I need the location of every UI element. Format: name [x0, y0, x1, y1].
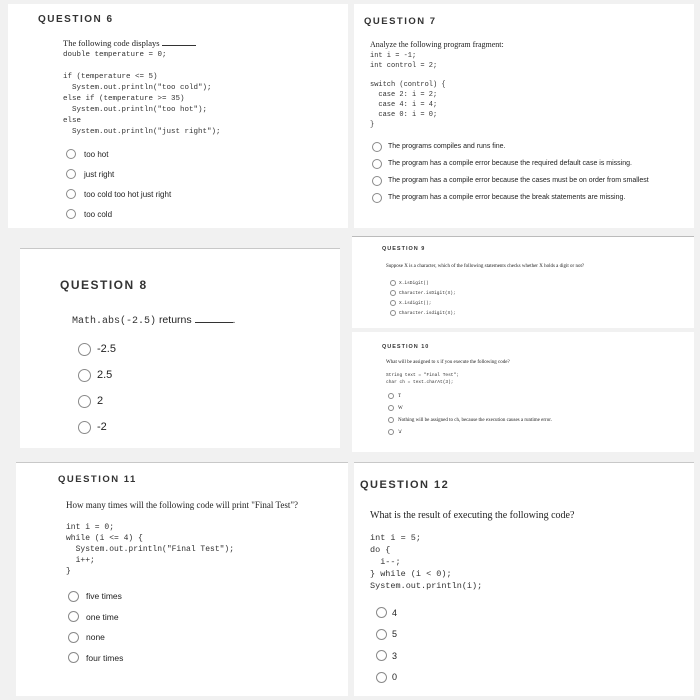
option-label: 4 — [392, 607, 398, 618]
question-8-prompt — [72, 314, 235, 327]
option-label: The program has a compile error because the break statements are missing. — [388, 194, 626, 201]
option-label: The program has a compile error because the required default case is missing. — [388, 160, 632, 167]
radio-button[interactable] — [390, 290, 396, 296]
radio-button[interactable] — [66, 169, 76, 179]
divider — [354, 462, 694, 463]
option-label: 0 — [392, 672, 398, 683]
radio-button[interactable] — [388, 393, 394, 399]
question-9-prompt: Suppose X is a character, which of the following statements checks whether X holds a digit or not? — [386, 264, 585, 269]
radio-button[interactable] — [372, 193, 382, 203]
option-label: Nothing will be assigned to ch, because the execution causes a runtime error. — [398, 417, 552, 423]
question-12-title: QUESTION 12 — [360, 479, 450, 491]
question-6-options — [66, 144, 171, 224]
question-7-title: QUESTION 7 — [364, 16, 437, 27]
option-label: 2 — [97, 395, 104, 407]
radio-button[interactable] — [376, 650, 387, 661]
answer-blank — [162, 45, 196, 46]
question-10-panel — [352, 332, 694, 452]
option-too-cold[interactable] — [66, 204, 171, 224]
question-6-prompt — [63, 38, 196, 48]
radio-button[interactable] — [390, 310, 396, 316]
question-9-options — [390, 278, 456, 318]
question-8-title: QUESTION 8 — [60, 278, 148, 292]
option-label: X.isDigit() — [399, 280, 429, 286]
question-7-code: int i = -1; int control = 2; switch (control) { case 2: i = 2; case 4: i = 4; case 0: i = 0; } — [370, 52, 446, 129]
radio-button[interactable] — [388, 417, 394, 423]
option-a-char[interactable] — [388, 426, 552, 438]
option-label: too cold — [84, 209, 113, 219]
radio-button[interactable] — [372, 159, 382, 169]
radio-button[interactable] — [376, 672, 387, 683]
radio-button[interactable] — [78, 395, 91, 408]
period-mark: . — [232, 314, 236, 326]
option-label: The programs compiles and runs fine. — [388, 143, 506, 150]
question-8-prompt-text: returns — [158, 314, 192, 326]
radio-button[interactable] — [78, 369, 91, 382]
question-11-code: int i = 0; while (i <= 4) { System.out.println("Final Test"); i++; } — [66, 523, 235, 576]
question-11-panel — [16, 462, 348, 696]
option-break-missing[interactable] — [372, 189, 694, 206]
question-8-prompt-code: Math.abs(-2.5) — [72, 316, 157, 327]
radio-button[interactable] — [372, 176, 382, 186]
question-8-options — [78, 336, 116, 440]
option-character-isdigit[interactable] — [390, 288, 456, 298]
option-label: Character.isdigit(X); — [399, 310, 456, 316]
question-6-code: double temperature = 0; if (temperature <= 5) System.out.println("too cold"); else if (temperature >= 35) System.out.println("too hot"); else System.out.println("just right"); — [63, 51, 221, 136]
option-neg-2-5[interactable] — [78, 336, 116, 362]
option-label: one time — [86, 611, 119, 622]
radio-button[interactable] — [376, 629, 387, 640]
option-neg-2[interactable] — [78, 414, 116, 440]
divider — [20, 248, 340, 249]
option-label: The program has a compile error because the cases must be on order from smallest — [388, 177, 649, 184]
option-just-right[interactable] — [66, 164, 171, 184]
divider — [16, 462, 348, 463]
option-label: 2.5 — [97, 369, 113, 381]
option-compiles-fine[interactable] — [372, 138, 694, 155]
question-12-code: int i = 5; do { i--; } while (i < 0); System.out.println(i); — [370, 533, 483, 591]
option-five-times[interactable] — [68, 586, 123, 607]
option-label: none — [86, 632, 105, 643]
option-t[interactable] — [388, 390, 552, 402]
radio-button[interactable] — [68, 591, 79, 602]
option-label: too cold too hot just right — [84, 189, 172, 199]
option-2-5[interactable] — [78, 362, 116, 388]
option-label: five times — [86, 591, 122, 602]
option-label: 5 — [392, 629, 398, 640]
question-10-options — [388, 390, 552, 438]
question-10-title: QUESTION 10 — [382, 344, 430, 350]
answer-blank — [195, 322, 233, 323]
radio-button[interactable] — [388, 429, 394, 435]
question-10-prompt: What will be assigned to x if you execute the following code? — [386, 360, 510, 365]
option-label: 'a' — [398, 429, 403, 435]
question-12-panel — [354, 462, 694, 696]
radio-button[interactable] — [390, 280, 396, 286]
question-7-prompt: Analyze the following program fragment: — [370, 40, 504, 49]
question-12-options — [376, 602, 397, 688]
question-6-panel — [8, 4, 348, 228]
option-label: X.isdigit(); — [399, 300, 432, 306]
question-12-prompt: What is the result of executing the following code? — [370, 510, 575, 521]
radio-button[interactable] — [372, 142, 382, 152]
question-11-prompt: How many times will the following code will print "Final Test"? — [66, 500, 299, 510]
option-3[interactable] — [376, 645, 397, 667]
question-9-title: QUESTION 9 — [382, 246, 426, 252]
option-label: Character.isDigit(X); — [399, 290, 456, 296]
option-default-missing[interactable] — [372, 155, 694, 172]
radio-button[interactable] — [68, 652, 79, 663]
option-label: just right — [84, 169, 115, 179]
question-7-panel — [354, 4, 694, 228]
radio-button[interactable] — [68, 611, 79, 622]
option-4[interactable] — [376, 602, 397, 624]
option-none[interactable] — [68, 627, 123, 648]
question-6-prompt-text: The following code displays — [63, 38, 160, 48]
option-runtime-error[interactable] — [388, 414, 552, 426]
option-label: 3 — [392, 650, 398, 661]
option-four-times[interactable] — [68, 648, 123, 669]
question-8-panel — [20, 248, 340, 448]
option-0[interactable] — [376, 667, 397, 689]
radio-button[interactable] — [78, 421, 91, 434]
question-6-title: QUESTION 6 — [38, 14, 114, 25]
divider — [352, 236, 694, 237]
radio-button[interactable] — [388, 405, 394, 411]
question-11-options — [68, 586, 123, 668]
radio-button[interactable] — [376, 607, 387, 618]
question-10-code: String text = "Final Test"; char ch = text.charAt(3); — [386, 373, 459, 385]
option-too-hot[interactable] — [66, 144, 171, 164]
option-2[interactable] — [78, 388, 116, 414]
option-5[interactable] — [376, 624, 397, 646]
question-7-options — [372, 138, 694, 206]
option-label: -2.5 — [97, 343, 116, 355]
option-label: W — [398, 405, 403, 411]
option-character-isdigit-lower[interactable] — [390, 308, 456, 318]
option-label: four times — [86, 652, 124, 663]
question-11-title: QUESTION 11 — [58, 474, 137, 485]
option-x-isdigit-lower[interactable] — [390, 298, 456, 308]
question-9-panel — [352, 236, 694, 328]
radio-button[interactable] — [78, 343, 91, 356]
radio-button[interactable] — [66, 209, 76, 219]
radio-button[interactable] — [390, 300, 396, 306]
option-too-cold-too-hot-just-right[interactable] — [66, 184, 171, 204]
option-label: -2 — [97, 421, 107, 433]
option-label: T — [398, 393, 402, 399]
option-x-isdigit[interactable] — [390, 278, 456, 288]
option-one-time[interactable] — [68, 607, 123, 628]
option-w[interactable] — [388, 402, 552, 414]
radio-button[interactable] — [66, 149, 76, 159]
option-label: too hot — [84, 149, 109, 159]
radio-button[interactable] — [66, 189, 76, 199]
radio-button[interactable] — [68, 632, 79, 643]
option-case-order[interactable] — [372, 172, 694, 189]
